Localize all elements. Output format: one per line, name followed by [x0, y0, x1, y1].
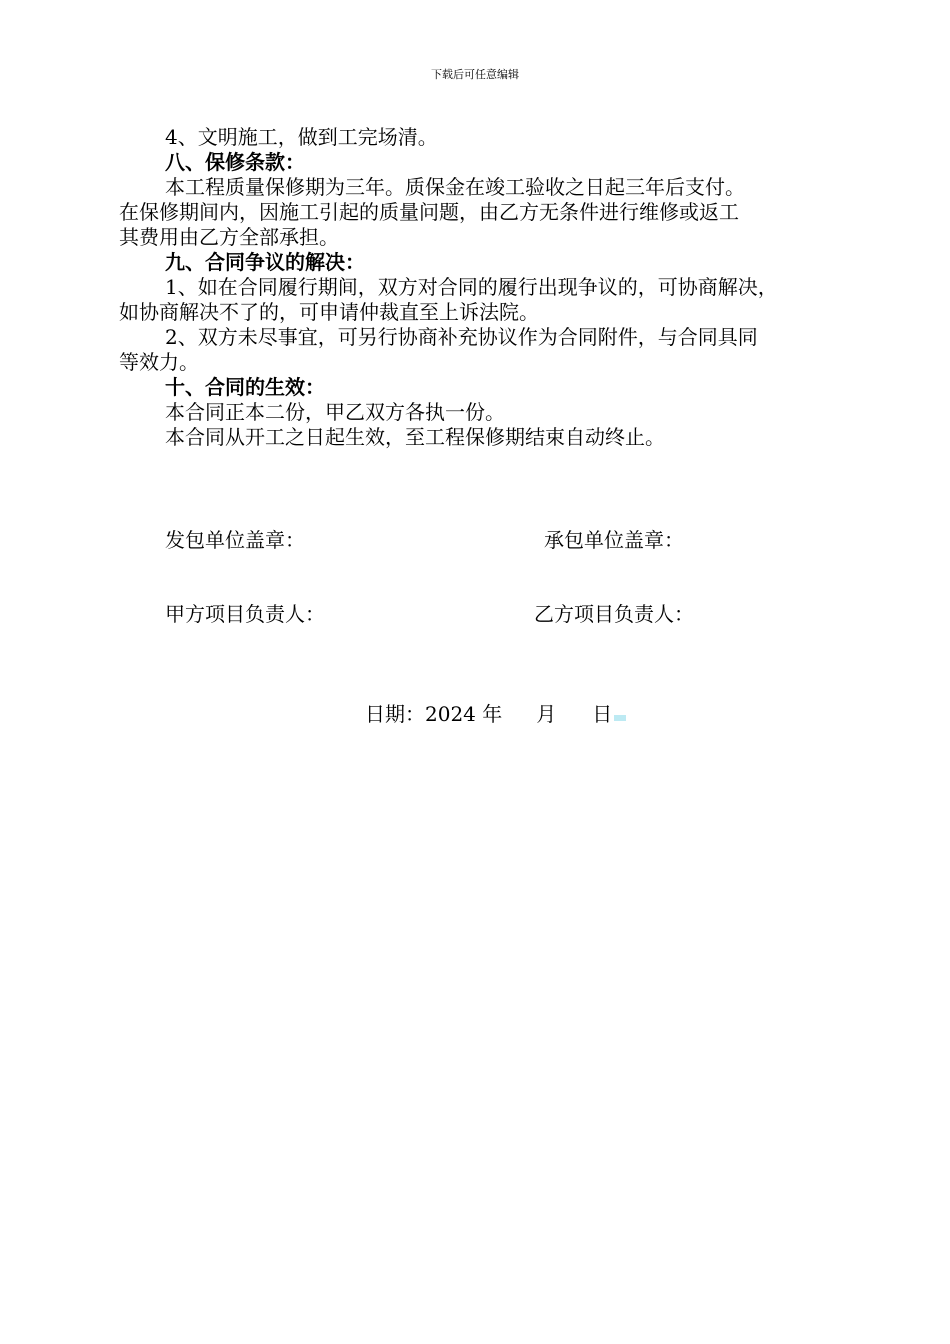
heading-effect: 十、合同的生效： [165, 375, 325, 399]
heading-dispute: 九、合同争议的解决： [165, 250, 365, 274]
party-a-manager-label: 甲方项目负责人： [165, 602, 325, 626]
date-month: 月 [536, 702, 557, 726]
date-line [365, 698, 626, 727]
effect-text-1: 本合同正本二份，甲乙双方各执一份。 [165, 400, 505, 424]
warranty-text-2: 在保修期间内，因施工引起的质量问题，由乙方无条件进行维修或返工 [119, 200, 739, 224]
warranty-text-1: 本工程质量保修期为三年。质保金在竣工验收之日起三年后支付。 [165, 175, 745, 199]
supplement-text-1: 2、双方未尽事宜，可另行协商补充协议作为合同附件，与合同具同 [165, 325, 758, 349]
heading-warranty: 八、保修条款： [165, 150, 305, 174]
date-day: 日 [592, 702, 613, 726]
party-b-seal-label: 承包单位盖章： [544, 528, 684, 552]
date-label: 日期：2024 年 [365, 702, 503, 726]
party-b-manager-label: 乙方项目负责人： [534, 602, 694, 626]
dispute-text-1: 1、如在合同履行期间，双方对合同的履行出现争议的，可协商解决， [165, 275, 778, 299]
text-cursor-highlight [614, 715, 626, 721]
effect-text-2: 本合同从开工之日起生效，至工程保修期结束自动终止。 [165, 425, 665, 449]
warranty-text-3: 其费用由乙方全部承担。 [119, 225, 339, 249]
download-note: 下载后可任意编辑 [431, 68, 519, 81]
dispute-text-2: 如协商解决不了的，可申请仲裁直至上诉法院。 [119, 300, 539, 324]
clause-civil-construction: 4、文明施工，做到工完场清。 [165, 125, 438, 149]
party-a-seal-label: 发包单位盖章： [165, 528, 305, 552]
supplement-text-2: 等效力。 [119, 350, 199, 374]
